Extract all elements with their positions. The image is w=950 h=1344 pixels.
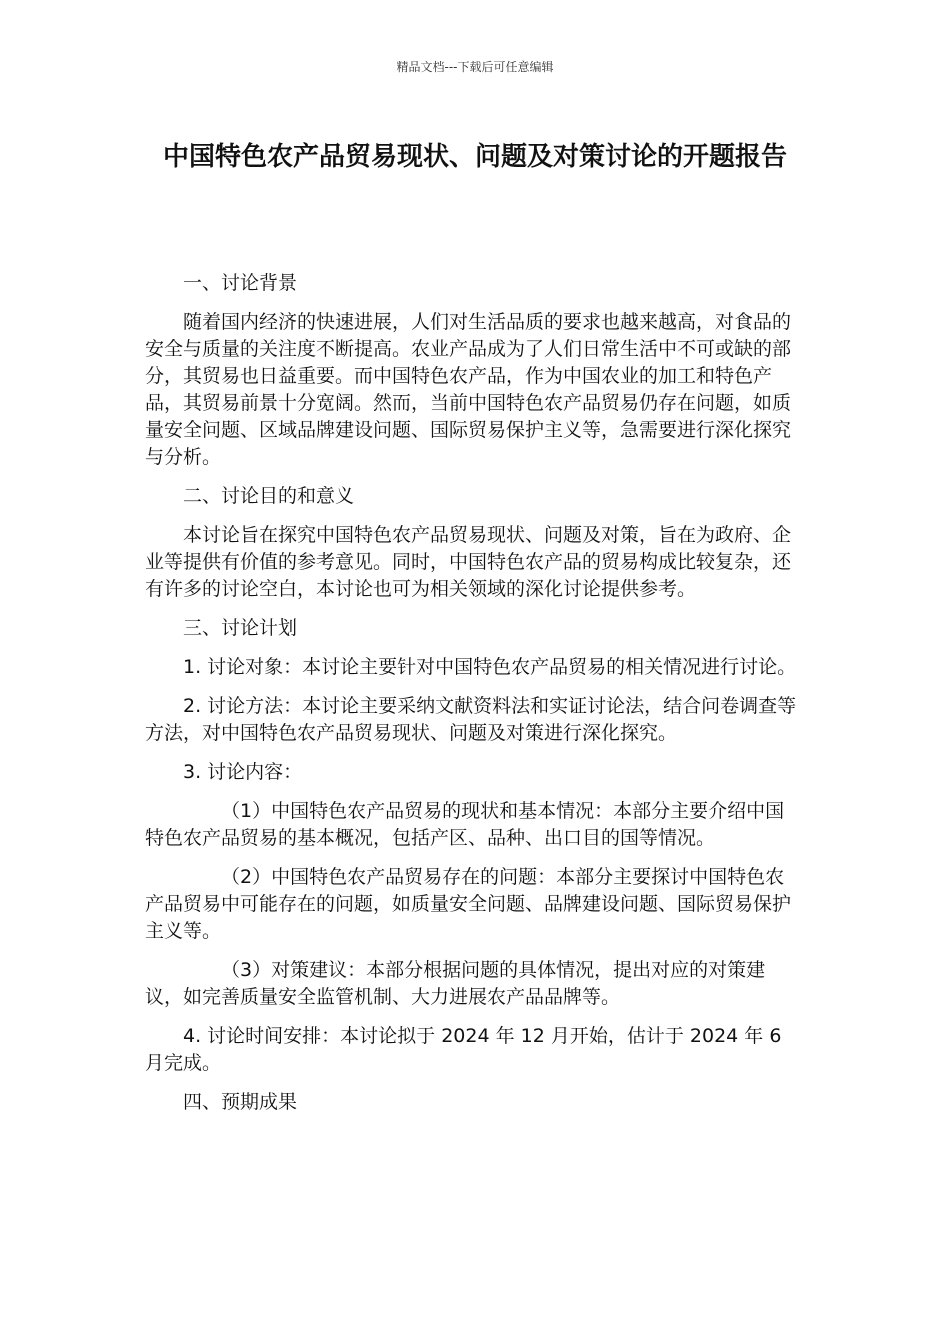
- document-title: 中国特色农产品贸易现状、问题及对策讨论的开题报告: [162, 142, 787, 172]
- plan-item-object: 1. 讨论对象：本讨论主要针对中国特色农产品贸易的相关情况进行讨论。: [183, 656, 797, 678]
- plan-item-schedule: 4. 讨论时间安排：本讨论拟于 2024 年 12 月开始，估计于 2024 年 6 月完成。: [145, 1025, 782, 1074]
- section-heading-purpose: 二、讨论目的和意义: [183, 485, 355, 507]
- paragraph-purpose: 本讨论旨在探究中国特色农产品贸易现状、问题及对策，旨在为政府、企业等提供有价值的参考意见。同时，中国特色农产品的贸易构成比较复杂，还有许多的讨论空白，本讨论也可为相关领域的深化讨论提供参考。: [145, 524, 792, 600]
- content-subitem-problems: （2）中国特色农产品贸易存在的问题：本部分主要探讨中国特色农产品贸易中可能存在的问题，如质量安全问题、品牌建设问题、国际贸易保护主义等。: [145, 866, 792, 942]
- section-heading-results: 四、预期成果: [183, 1091, 298, 1113]
- paragraph-background: 随着国内经济的快速进展，人们对生活品质的要求也越来越高，对食品的安全与质量的关注度不断提高。农业产品成为了人们日常生活中不可或缺的部分，其贸易也日益重要。而中国特色农产品，作为中国农业的加工和特色产品，其贸易前景十分宽阔。然而，当前中国特色农产品贸易仍存在问题，如质量安全问题、区域品牌建设问题、国际贸易保护主义等，急需要进行深化探究与分析。: [145, 311, 792, 468]
- plan-item-content: 3. 讨论内容：: [183, 761, 303, 783]
- plan-item-method: 2. 讨论方法：本讨论主要采纳文献资料法和实证讨论法，结合问卷调查等方法，对中国特色农产品贸易现状、问题及对策进行深化探究。: [145, 695, 797, 744]
- document-body: [145, 270, 797, 1128]
- section-heading-background: 一、讨论背景: [183, 272, 298, 294]
- content-subitem-status: （1）中国特色农产品贸易的现状和基本情况：本部分主要介绍中国特色农产品贸易的基本概况，包括产区、品种、出口目的国等情况。: [145, 800, 785, 849]
- section-heading-plan: 三、讨论计划: [183, 617, 298, 639]
- page-header: 精品文档---下载后可任意编辑: [396, 60, 554, 74]
- content-subitem-suggestions: （3）对策建议：本部分根据问题的具体情况，提出对应的对策建议，如完善质量安全监管机制、大力进展农产品品牌等。: [145, 959, 766, 1008]
